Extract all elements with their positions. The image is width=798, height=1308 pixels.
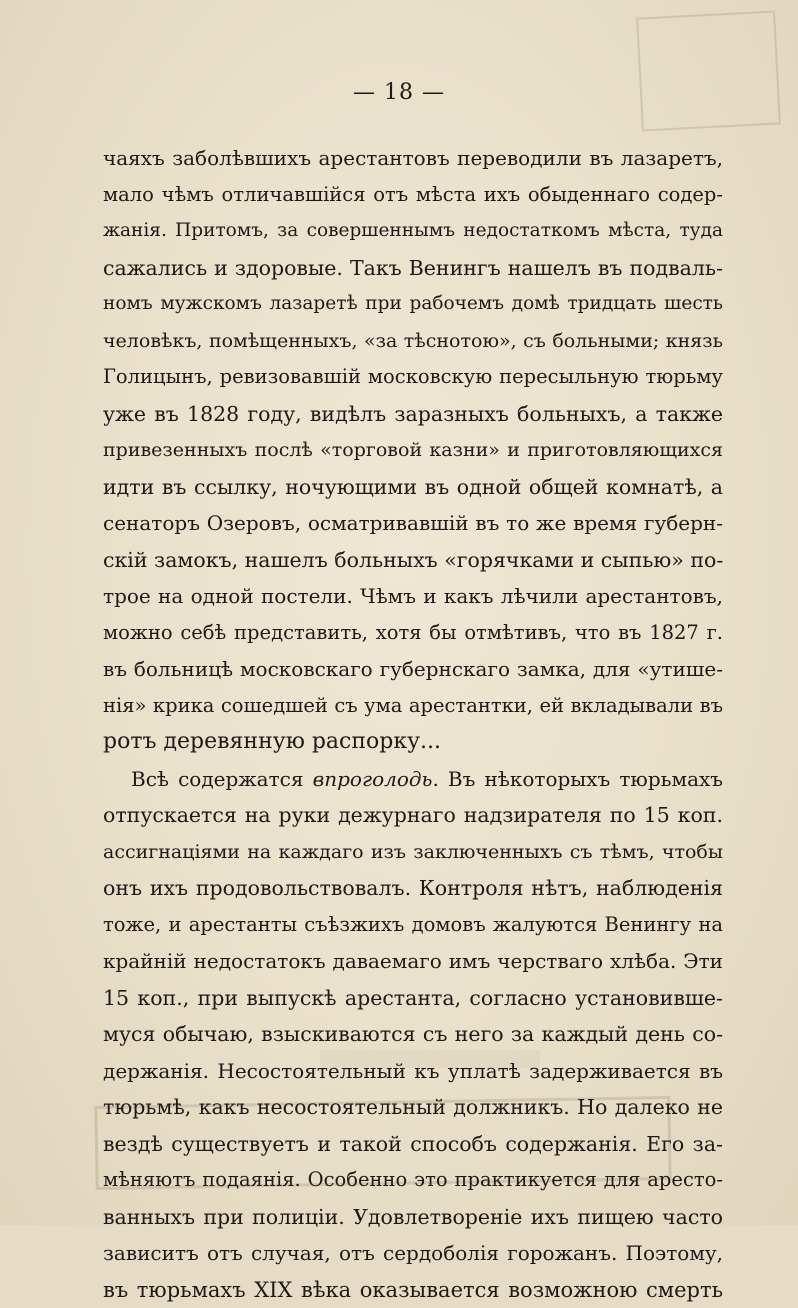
text-line: номъ мужскомъ лазаретѣ при рабочемъ домѣ тридцать шесть: [103, 286, 723, 323]
text-line: скій замокъ, нашелъ больныхъ «горячками и сыпью» по-: [103, 542, 723, 579]
text-line: ассигнаціями на каждаго изъ заключенныхъ съ тѣмъ, чтобы: [103, 834, 723, 871]
text-line: тюрьмѣ, какъ несостоятельный должникъ. Но далеко не: [103, 1089, 723, 1126]
text-line: въ больницѣ московскаго губернскаго замка, для «утише-: [103, 651, 723, 688]
text-line: крайній недостатокъ даваемаго имъ черстваго хлѣба. Эти: [103, 943, 723, 980]
text-line: жанія. Притомъ, за совершеннымъ недостаткомъ мѣста, туда: [103, 213, 723, 250]
text-line: въ тюрьмахъ XIX вѣка оказывается возможною смерть: [103, 1272, 723, 1308]
text-line: чаяхъ заболѣвшихъ арестантовъ переводили въ лазаретъ,: [103, 140, 723, 177]
text-line: муся обычаю, взыскиваются съ него за каждый день со-: [103, 1016, 723, 1053]
text-line: зависитъ отъ случая, отъ сердоболія горожанъ. Поэтому,: [103, 1235, 723, 1272]
text-line: сенаторъ Озеровъ, осматривавшій въ то же время губерн-: [103, 505, 723, 542]
text-line: ванныхъ при полиціи. Удовлетвореніе ихъ пищею часто: [103, 1199, 723, 1236]
emphasized-word: впроголодь: [313, 767, 433, 791]
text-line: сажались и здоровые. Такъ Венингъ нашелъ въ подваль-: [103, 250, 723, 287]
text-line: держанія. Несостоятельный къ уплатѣ задерживается въ: [103, 1053, 723, 1090]
text-run: . Въ нѣкоторыхъ тюрьмахъ: [432, 767, 723, 791]
text-line: тоже, и арестанты съѣзжихъ домовъ жалуются Венингу на: [103, 907, 723, 944]
text-line: вездѣ существуетъ и такой способъ содержанія. Его за-: [103, 1126, 723, 1163]
paragraph-1: [103, 140, 723, 761]
text-line: мало чѣмъ отличавшійся отъ мѣста ихъ обыденнаго содер-: [103, 177, 723, 214]
text-line: идти въ ссылку, ночующими въ одной общей комнатѣ, а: [103, 469, 723, 506]
text-line: привезенныхъ послѣ «торговой казни» и приготовляющихся: [103, 432, 723, 469]
paragraph-2: [103, 761, 723, 1308]
text-line: отпускается на руки дежурнаго надзирателя по 15 коп.: [103, 797, 723, 834]
text-line: уже въ 1828 году, видѣлъ заразныхъ больныхъ, а также: [103, 396, 723, 433]
text-line: Голицынъ, ревизовавшій московскую пересыльную тюрьму: [103, 359, 723, 396]
library-stamp-bleedthrough: [636, 10, 781, 131]
text-line: 15 коп., при выпускѣ арестанта, согласно установивше-: [103, 980, 723, 1017]
text-line: человѣкъ, помѣщенныхъ, «за тѣснотою», съ больными; князь: [103, 323, 723, 360]
text-line: можно себѣ представить, хотя бы отмѣтивъ, что въ 1827 г.: [103, 615, 723, 652]
text-run: Всѣ содержатся: [131, 767, 313, 791]
paragraph-first-line: [103, 761, 723, 798]
text-line: онъ ихъ продовольствовалъ. Контроля нѣтъ, наблюденія: [103, 870, 723, 907]
body-text: [103, 140, 723, 1308]
text-line: мѣняютъ подаянія. Особенно это практикуется для аресто-: [103, 1162, 723, 1199]
page-number: — 18 —: [0, 80, 798, 105]
text-line: ротъ деревянную распорку...: [103, 724, 723, 761]
text-line: трое на одной постели. Чѣмъ и какъ лѣчили арестантовъ,: [103, 578, 723, 615]
text-line: нія» крика сошедшей съ ума арестантки, ей вкладывали въ: [103, 688, 723, 725]
